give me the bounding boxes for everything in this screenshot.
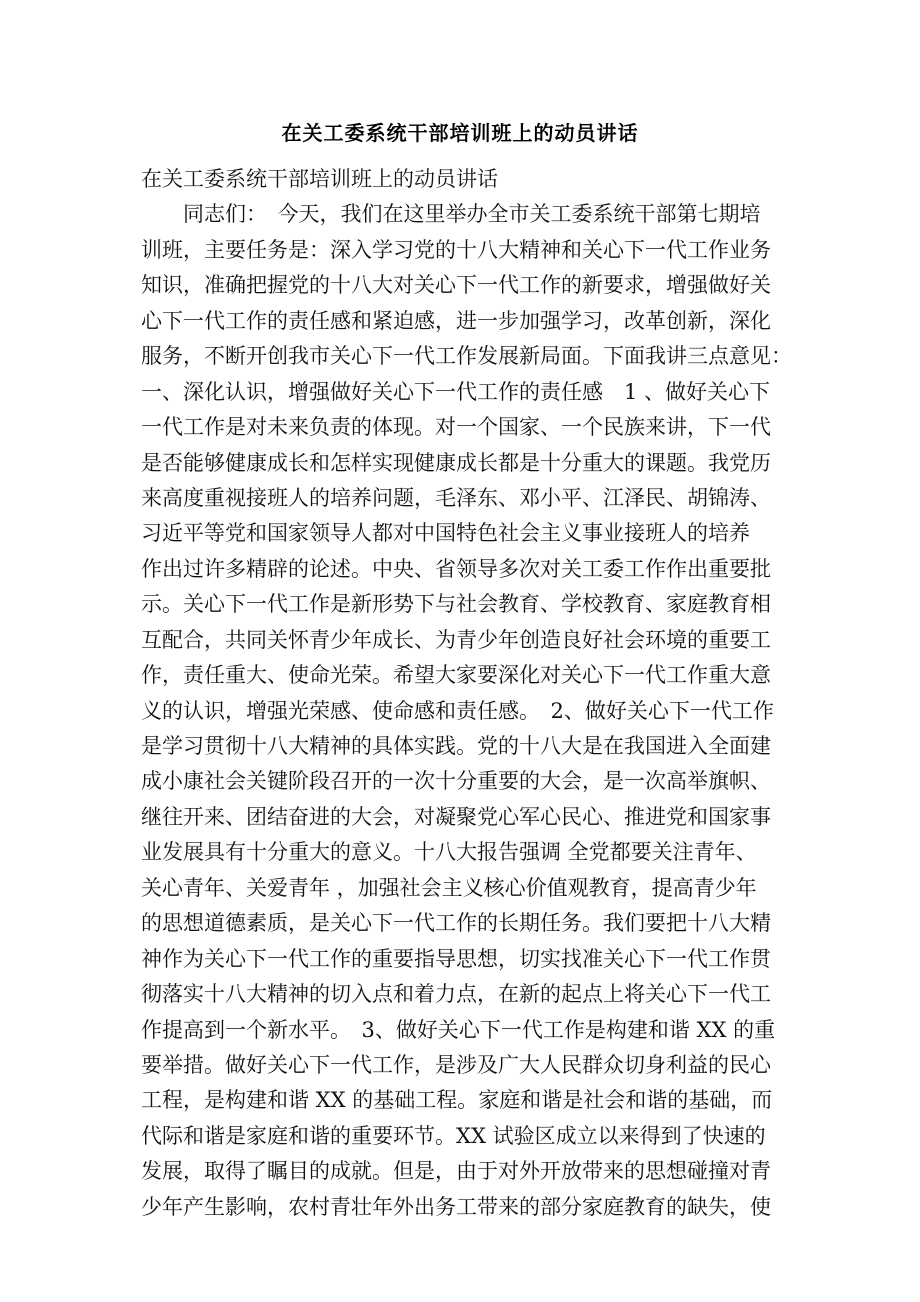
body-text-line: 同志们： 今天，我们在这里举办全市关工委系统干部第七期培	[141, 202, 761, 227]
body-text-line: 是学习贯彻十八大精神的具体实践。党的十八大是在我国进入全面建	[141, 734, 771, 758]
body-text-line: 成小康社会关键阶段召开的一次十分重要的大会，是一次高举旗帜、	[141, 769, 771, 794]
body-text-line: 作，责任重大、使命光荣。希望大家要深化对关心下一代工作重大意	[141, 663, 771, 688]
body-text-line: 来高度重视接班人的培养问题，毛泽东、邓小平、江泽民、胡锦涛、	[141, 485, 771, 510]
body-text-line: 继往开来、团结奋进的大会，对凝聚党心军心民心、推进党和国家事	[141, 804, 771, 829]
document-body	[141, 162, 792, 1225]
body-text-line: 义的认识，增强光荣感、使命感和责任感。 2、做好关心下一代工作	[141, 698, 774, 723]
body-text-line: 示。关心下一代工作是新形势下与社会教育、学校教育、家庭教育相	[141, 592, 771, 617]
body-text-line: 习近平等党和国家领导人都对中国特色社会主义事业接班人的培养	[141, 521, 750, 546]
body-text-line: 一代工作是对未来负责的体现。对一个国家、一个民族来讲，下一代	[141, 415, 771, 440]
body-text-line: 知识，准确把握党的十八大对关心下一代工作的新要求，增强做好关	[141, 273, 771, 298]
body-text-line: 训班，主要任务是：深入学习党的十八大精神和关心下一代工作业务	[141, 237, 771, 262]
body-text-line: 是否能够健康成长和怎样实现健康成长都是十分重大的课题。我党历	[141, 450, 771, 475]
body-text-line: 关心青年、关爱青年 ，加强社会主义核心价值观教育，提高青少年	[141, 875, 757, 900]
body-text-line: 业发展具有十分重大的意义。十八大报告强调 全党都要关注青年、	[141, 840, 757, 865]
body-text-line: 神作为关心下一代工作的重要指导思想，切实找准关心下一代工作贯	[141, 946, 771, 971]
body-text-line: 作出过许多精辟的论述。中央、省领导多次对关工委工作作出重要批	[141, 556, 771, 581]
body-text-line: 一、深化认识，增强做好关心下一代工作的责任感 1 、做好关心下	[141, 379, 771, 404]
body-text-line: 作提高到一个新水平。 3、做好关心下一代工作是构建和谐 XX 的重	[141, 1017, 776, 1042]
body-text-line: 心下一代工作的责任感和紧迫感，进一步加强学习，改革创新，深化	[141, 308, 771, 333]
body-text-line: 互配合，共同关怀青少年成长、为青少年创造良好社会环境的重要工	[141, 627, 771, 652]
document-title: 在关工委系统干部培训班上的动员讲话	[281, 121, 639, 145]
body-text-line: 服务，不断开创我市关心下一代工作发展新局面。下面我讲三点意见：	[141, 344, 792, 369]
body-text-line: 少年产生影响，农村青壮年外出务工带来的部分家庭教育的缺失，使	[141, 1194, 771, 1219]
body-text-line: 在关工委系统干部培训班上的动员讲话	[141, 167, 498, 191]
body-text-line: 工程，是构建和谐 XX 的基础工程。家庭和谐是社会和谐的基础，而	[141, 1088, 773, 1113]
body-text-line: 彻落实十八大精神的切入点和着力点，在新的起点上将关心下一代工	[141, 982, 771, 1007]
body-text-line: 的思想道德素质，是关心下一代工作的长期任务。我们要把十八大精	[141, 911, 771, 936]
body-text-line: 代际和谐是家庭和谐的重要环节。XX 试验区成立以来得到了快速的	[141, 1123, 766, 1148]
body-text-line: 要举措。做好关心下一代工作，是涉及广大人民群众切身利益的民心	[141, 1052, 771, 1077]
body-text-line: 发展，取得了瞩目的成就。但是，由于对外开放带来的思想碰撞对青	[141, 1159, 771, 1184]
